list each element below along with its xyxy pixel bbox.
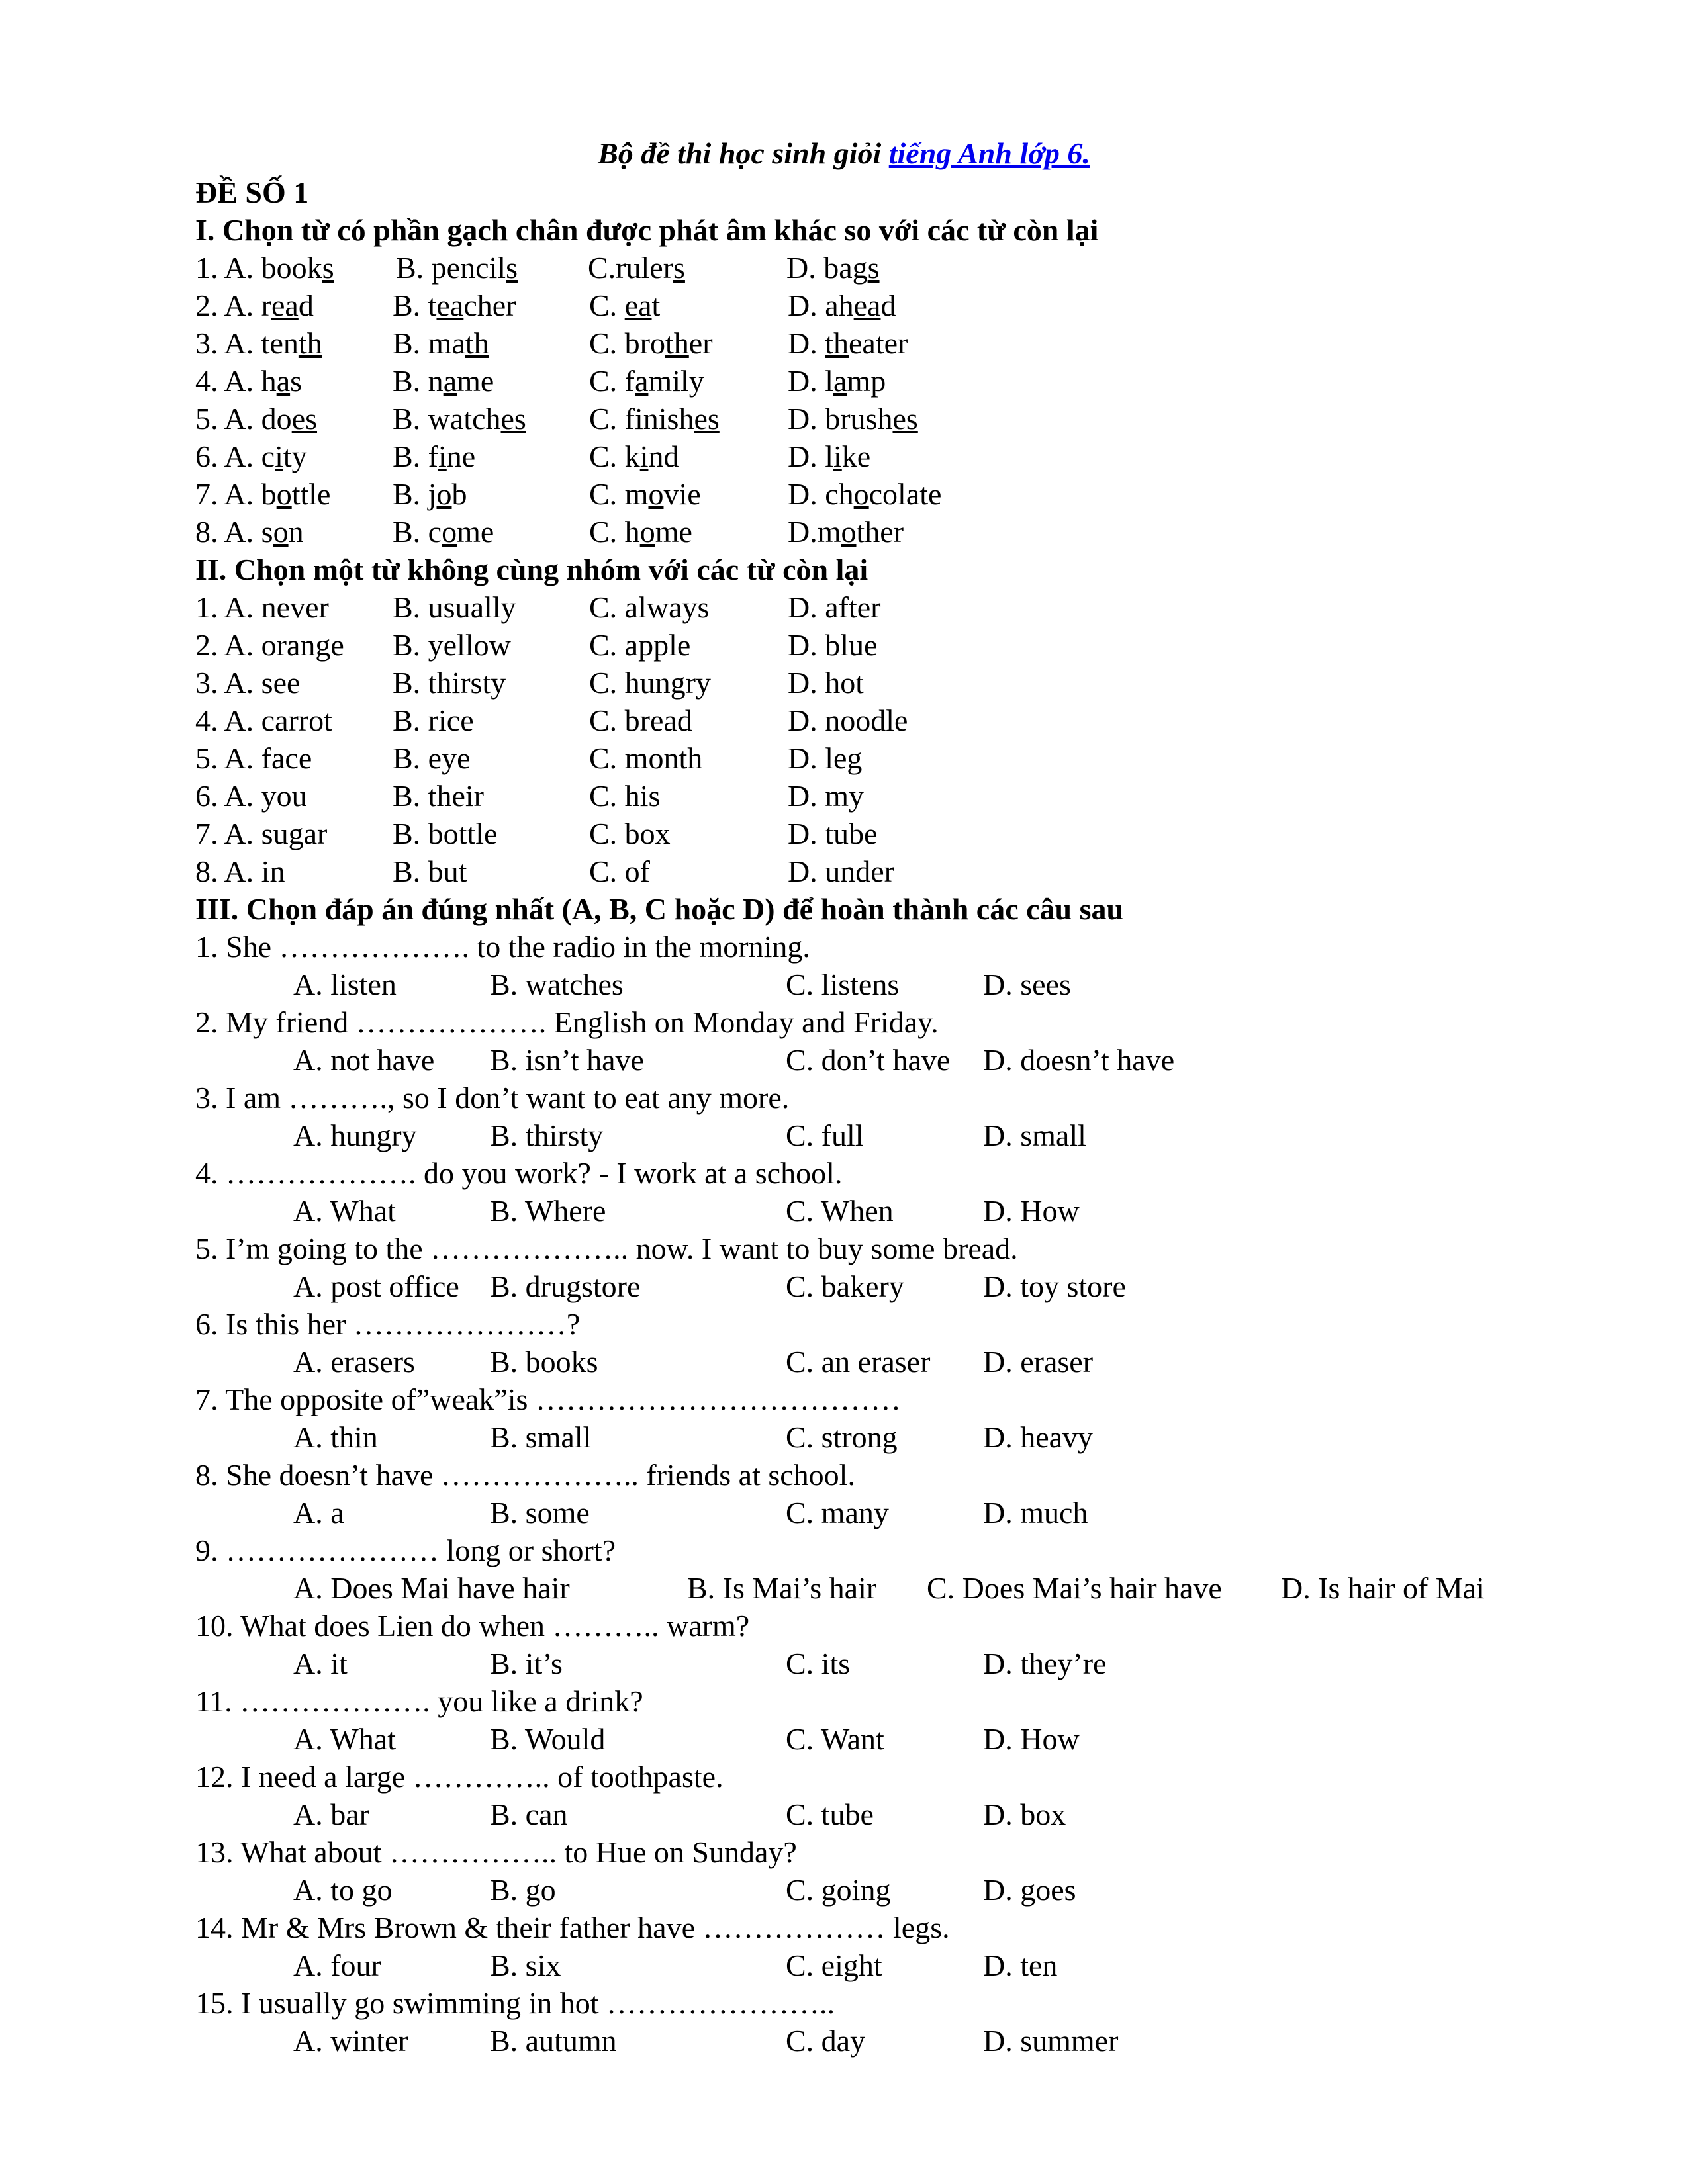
odd-option: 1. A. never [195, 590, 329, 624]
answer-option: A. four [293, 1948, 381, 1982]
answer-option: C. strong [786, 1420, 898, 1454]
pron-option: B. pencils [396, 251, 518, 285]
pron-option: 8. A. son [195, 515, 304, 549]
answer-option: B. Where [490, 1194, 606, 1228]
answer-option: D. summer [983, 2024, 1119, 2058]
answer-option: B. books [490, 1345, 598, 1379]
pron-option: 7. A. bottle [195, 477, 331, 511]
answer-option: A. not have [293, 1043, 435, 1077]
pron-option: D. like [788, 439, 871, 473]
pron-option: 6. A. city [195, 439, 307, 473]
question-text: 12. I need a large ………….. of toothpaste. [195, 1760, 724, 1794]
odd-option: D. after [788, 590, 881, 624]
question-text: 2. My friend ………………. English on Monday and Friday. [195, 1005, 939, 1039]
answer-option: A. erasers [293, 1345, 415, 1379]
title-link[interactable]: tiếng Anh lớp 6. [888, 136, 1090, 170]
answer-option: C. many [786, 1496, 889, 1529]
answer-option: D. box [983, 1797, 1066, 1831]
answer-option: C. eight [786, 1948, 882, 1982]
exam-label: ĐỀ SỐ 1 [195, 175, 309, 209]
answer-option: A. hungry [293, 1118, 417, 1152]
answer-option: D. How [983, 1194, 1080, 1228]
odd-option: C. box [589, 817, 671, 850]
pron-option: C. movie [589, 477, 701, 511]
odd-option: C. his [589, 779, 661, 813]
odd-option: D. under [788, 854, 894, 888]
odd-option: B. eye [393, 741, 471, 775]
question-text: 1. She ………………. to the radio in the morning. [195, 930, 810, 964]
odd-option: D. noodle [788, 704, 908, 737]
page-title [0, 136, 1688, 171]
odd-option: B. usually [393, 590, 516, 624]
answer-option: C. its [786, 1647, 851, 1680]
answer-option: C. an eraser [786, 1345, 931, 1379]
question-text: 3. I am ………., so I don’t want to eat any more. [195, 1081, 790, 1115]
answer-option: B. it’s [490, 1647, 563, 1680]
answer-option: B. go [490, 1873, 556, 1907]
question-text: 13. What about …………….. to Hue on Sunday? [195, 1835, 797, 1869]
answer-option: C. full [786, 1118, 864, 1152]
odd-option: 6. A. you [195, 779, 307, 813]
answer-option: C. don’t have [786, 1043, 951, 1077]
pron-option: 3. A. tenth [195, 326, 322, 360]
answer-option: C. Want [786, 1722, 884, 1756]
question-text: 9. ………………… long or short? [195, 1533, 616, 1567]
question-text: 11. ………………. you like a drink? [195, 1684, 643, 1718]
odd-option: 4. A. carrot [195, 704, 332, 737]
odd-option: B. rice [393, 704, 474, 737]
pron-option: B. watches [393, 402, 526, 435]
question-text: 8. She doesn’t have ……………….. friends at school. [195, 1458, 855, 1492]
pron-option: B. come [393, 515, 494, 549]
odd-option: D. my [788, 779, 864, 813]
answer-option: D. How [983, 1722, 1080, 1756]
answer-option: D. small [983, 1118, 1086, 1152]
odd-option: B. bottle [393, 817, 498, 850]
answer-option: A. thin [293, 1420, 378, 1454]
answer-option: B. can [490, 1797, 568, 1831]
section2-heading: II. Chọn một từ không cùng nhóm với các từ còn lại [195, 553, 868, 586]
pron-option: D. lamp [788, 364, 886, 398]
pron-option: C. finishes [589, 402, 720, 435]
answer-option: C. bakery [786, 1269, 904, 1303]
pron-option: B. math [393, 326, 489, 360]
odd-option: B. yellow [393, 628, 511, 662]
answer-option: B. drugstore [490, 1269, 641, 1303]
pron-option: C. brother [589, 326, 713, 360]
pron-option: D. ahead [788, 289, 896, 322]
odd-option: C. of [589, 854, 650, 888]
answer-option: D. goes [983, 1873, 1076, 1907]
answer-option: D. they’re [983, 1647, 1107, 1680]
odd-option: D. tube [788, 817, 878, 850]
odd-option: D. hot [788, 666, 864, 700]
odd-option: D. blue [788, 628, 878, 662]
pron-option: D. bags [786, 251, 880, 285]
answer-option: D. sees [983, 968, 1071, 1001]
pron-option: B. fine [393, 439, 476, 473]
pron-option: B. job [393, 477, 467, 511]
odd-option: C. apple [589, 628, 691, 662]
answer-option: D. ten [983, 1948, 1058, 1982]
question-text: 14. Mr & Mrs Brown & their father have ……………… legs. [195, 1911, 950, 1944]
answer-option: A. to go [293, 1873, 393, 1907]
answer-option: C. Does Mai’s hair have [927, 1571, 1222, 1605]
answer-option: D. doesn’t have [983, 1043, 1175, 1077]
answer-option: A. a [293, 1496, 344, 1529]
odd-option: D. leg [788, 741, 863, 775]
pron-option: B. name [393, 364, 494, 398]
answer-option: D. much [983, 1496, 1088, 1529]
odd-option: 3. A. see [195, 666, 301, 700]
answer-option: B. six [490, 1948, 561, 1982]
answer-option: D. eraser [983, 1345, 1094, 1379]
answer-option: B. some [490, 1496, 590, 1529]
odd-option: B. thirsty [393, 666, 506, 700]
answer-option: B. small [490, 1420, 592, 1454]
answer-option: A. What [293, 1194, 397, 1228]
answer-option: C. day [786, 2024, 866, 2058]
answer-option: B. watches [490, 968, 624, 1001]
odd-option: C. hungry [589, 666, 711, 700]
pron-option: C.rulers [588, 251, 685, 285]
pron-option: 2. A. read [195, 289, 314, 322]
answer-option: B. autumn [490, 2024, 617, 2058]
answer-option: B. Is Mai’s hair [687, 1571, 877, 1605]
pron-option: D. brushes [788, 402, 918, 435]
answer-option: D. toy store [983, 1269, 1126, 1303]
answer-option: B. thirsty [490, 1118, 604, 1152]
section3-heading: III. Chọn đáp án đúng nhất (A, B, C hoặc D) để hoàn thành các câu sau [195, 892, 1124, 926]
odd-option: B. their [393, 779, 484, 813]
question-text: 5. I’m going to the ……………….. now. I want to buy some bread. [195, 1232, 1018, 1265]
pron-option: B. teacher [393, 289, 516, 322]
answer-option: D. Is hair of Mai [1281, 1571, 1485, 1605]
answer-option: C. going [786, 1873, 891, 1907]
pron-option: D. chocolate [788, 477, 942, 511]
odd-option: 8. A. in [195, 854, 285, 888]
odd-option: C. month [589, 741, 703, 775]
question-text: 6. Is this her …………………? [195, 1307, 581, 1341]
answer-option: C. tube [786, 1797, 874, 1831]
pron-option: C. family [589, 364, 704, 398]
title-text: Bộ đề thi học sinh giỏi [598, 136, 889, 170]
answer-option: C. When [786, 1194, 894, 1228]
pron-option: 4. A. has [195, 364, 303, 398]
odd-option: 2. A. orange [195, 628, 344, 662]
answer-option: D. heavy [983, 1420, 1094, 1454]
answer-option: B. Would [490, 1722, 606, 1756]
answer-option: B. isn’t have [490, 1043, 644, 1077]
odd-option: B. but [393, 854, 467, 888]
question-text: 10. What does Lien do when ……….. warm? [195, 1609, 750, 1643]
pron-option: C. home [589, 515, 692, 549]
pron-option: 1. A. books [195, 251, 334, 285]
answer-option: A. What [293, 1722, 397, 1756]
pron-option: C. kind [589, 439, 679, 473]
answer-option: C. listens [786, 968, 900, 1001]
answer-option: A. listen [293, 968, 397, 1001]
pron-option: D.mother [788, 515, 904, 549]
odd-option: C. always [589, 590, 710, 624]
answer-option: A. it [293, 1647, 348, 1680]
pron-option: D. theater [788, 326, 908, 360]
pron-option: C. eat [589, 289, 661, 322]
question-text: 7. The opposite of”weak”is ……………………………… [195, 1383, 901, 1416]
pron-option: 5. A. does [195, 402, 318, 435]
question-text: 15. I usually go swimming in hot ………………….. [195, 1986, 835, 2020]
answer-option: A. winter [293, 2024, 408, 2058]
odd-option: C. bread [589, 704, 692, 737]
odd-option: 5. A. face [195, 741, 312, 775]
answer-option: A. Does Mai have hair [293, 1571, 570, 1605]
question-text: 4. ………………. do you work? - I work at a school. [195, 1156, 843, 1190]
answer-option: A. post office [293, 1269, 459, 1303]
odd-option: 7. A. sugar [195, 817, 328, 850]
answer-option: A. bar [293, 1797, 369, 1831]
section1-heading: I. Chọn từ có phần gạch chân được phát âm khác so với các từ còn lại [195, 213, 1099, 247]
